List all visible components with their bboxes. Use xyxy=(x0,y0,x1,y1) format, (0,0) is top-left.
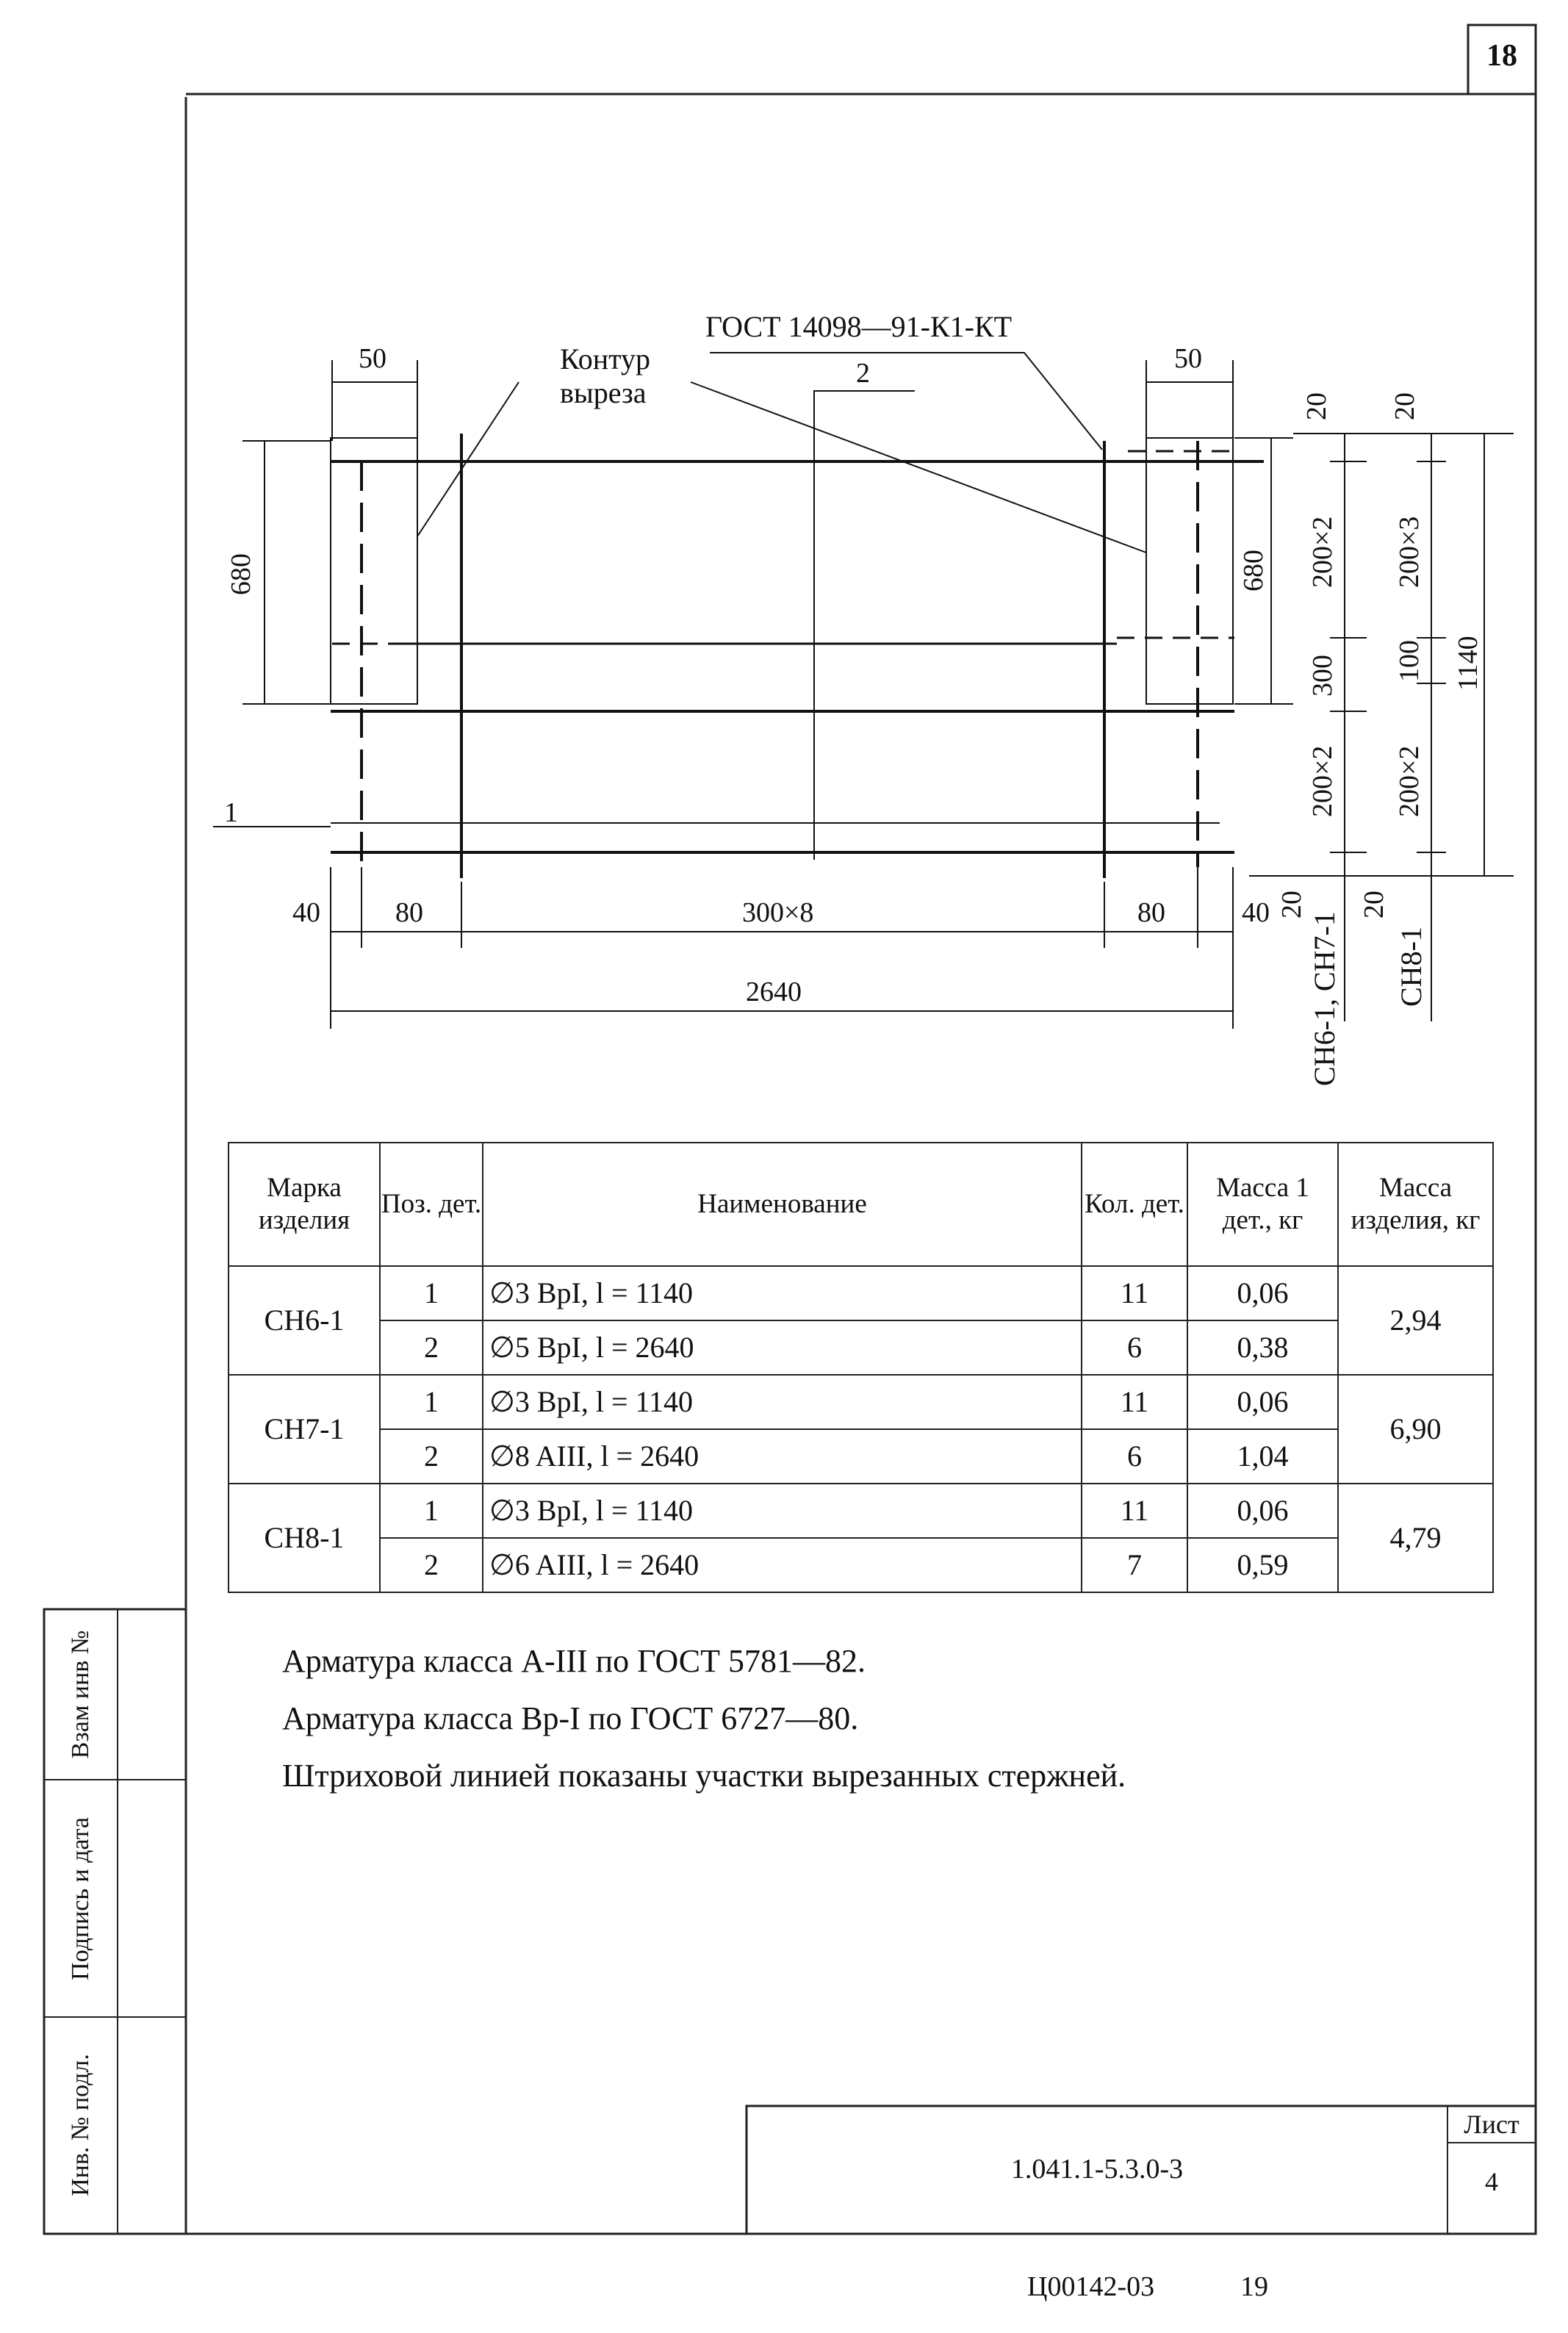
position-1-label: 1 xyxy=(224,797,238,828)
cell-pos: 2 xyxy=(380,1538,483,1592)
col-a-upper: 200×2 xyxy=(1307,516,1338,588)
col-a-lower: 200×2 xyxy=(1307,745,1338,817)
page-number: 18 xyxy=(1486,39,1517,73)
drawing-texts xyxy=(224,310,1484,1086)
dim-2640: 2640 xyxy=(746,977,802,1007)
cutout-label-line1: Контур xyxy=(560,342,651,375)
note-line: Штриховой линией показаны участки вырезанных стержней. xyxy=(282,1758,1126,1794)
dim-40-right: 40 xyxy=(1242,897,1270,928)
cell-name: ∅6 AIII, l = 2640 xyxy=(483,1538,1082,1592)
footer-code: Ц00142-03 xyxy=(1027,2271,1155,2302)
dim-1140: 1140 xyxy=(1453,636,1484,691)
leader-standard xyxy=(710,353,1102,450)
position-2-label: 2 xyxy=(856,358,870,389)
table-row xyxy=(229,1538,1493,1592)
header-qty: Кол. дет. xyxy=(1082,1143,1187,1266)
stamp-sign-date: Подпись и дата xyxy=(67,1817,94,1980)
notes xyxy=(282,1633,1126,1805)
cell-mark: СН7-1 xyxy=(229,1375,380,1484)
table-header-row xyxy=(229,1143,1493,1266)
stamp-inv-orig: Инв. № подл. xyxy=(67,2054,94,2196)
dim-50-right: 50 xyxy=(1174,343,1202,374)
col-b-lower: 200×2 xyxy=(1394,745,1425,817)
dim-80-right: 80 xyxy=(1137,897,1165,928)
col-a-mid: 300 xyxy=(1307,655,1338,697)
cell-total: 4,79 xyxy=(1338,1484,1493,1592)
cell-pos: 1 xyxy=(380,1266,483,1320)
cell-total: 6,90 xyxy=(1338,1375,1493,1484)
col-b-top: 20 xyxy=(1389,392,1420,420)
note-line: Арматура класса Вр-I по ГОСТ 6727—80. xyxy=(282,1700,859,1736)
sheet-label: Лист xyxy=(1464,2110,1520,2139)
cell-mark: СН6-1 xyxy=(229,1266,380,1375)
col-a-caption: СН6-1, СН7-1 xyxy=(1308,911,1341,1086)
cell-pos: 1 xyxy=(380,1375,483,1429)
cell-mass: 0,59 xyxy=(1187,1538,1338,1592)
table-row xyxy=(229,1266,1493,1320)
cell-qty: 6 xyxy=(1082,1320,1187,1375)
leader-cutout-right xyxy=(691,382,1146,553)
cutout-right xyxy=(1146,438,1233,704)
col-b-upper: 200×3 xyxy=(1394,516,1425,588)
col-a-top: 20 xyxy=(1301,392,1332,420)
specification-table xyxy=(228,1142,1494,1593)
cell-qty: 7 xyxy=(1082,1538,1187,1592)
header-pos: Поз. дет. xyxy=(380,1143,483,1266)
col-b-bottom: 20 xyxy=(1359,891,1389,919)
col-b-caption: СН8-1 xyxy=(1395,927,1428,1007)
table-row xyxy=(229,1429,1493,1484)
cell-qty: 11 xyxy=(1082,1266,1187,1320)
cell-pos: 2 xyxy=(380,1320,483,1375)
header-mark: Марка изделия xyxy=(229,1143,380,1266)
cell-pos: 2 xyxy=(380,1429,483,1484)
cell-mass: 0,06 xyxy=(1187,1266,1338,1320)
table-row xyxy=(229,1375,1493,1429)
cell-qty: 11 xyxy=(1082,1375,1187,1429)
header-name: Наименование xyxy=(483,1143,1082,1266)
cell-qty: 6 xyxy=(1082,1429,1187,1484)
header-mass1: Масса 1 дет., кг xyxy=(1187,1143,1338,1266)
cell-mass: 1,04 xyxy=(1187,1429,1338,1484)
stamp-swap-inv: Взам инв № xyxy=(67,1630,94,1759)
cell-name: ∅3 BpI, l = 1140 xyxy=(483,1484,1082,1538)
leader-pos2 xyxy=(814,391,915,411)
cell-mark: СН8-1 xyxy=(229,1484,380,1592)
note-line: Арматура класса А-III по ГОСТ 5781—82. xyxy=(282,1643,866,1679)
footer-page: 19 xyxy=(1240,2271,1268,2302)
cutout-label-line2: выреза xyxy=(560,376,647,409)
dim-50-left: 50 xyxy=(359,343,386,374)
cell-mass: 0,06 xyxy=(1187,1375,1338,1429)
table-row xyxy=(229,1484,1493,1538)
sheet-frame xyxy=(44,25,1536,2234)
leader-cutout-left xyxy=(417,382,519,536)
cell-name: ∅3 BpI, l = 1140 xyxy=(483,1375,1082,1429)
sheet-number: 4 xyxy=(1485,2167,1498,2196)
cell-mass: 0,38 xyxy=(1187,1320,1338,1375)
dim-80-left: 80 xyxy=(395,897,423,928)
cell-name: ∅5 BpI, l = 2640 xyxy=(483,1320,1082,1375)
cell-name: ∅8 AIII, l = 2640 xyxy=(483,1429,1082,1484)
cell-pos: 1 xyxy=(380,1484,483,1538)
dim-680-left: 680 xyxy=(226,553,256,595)
cell-total: 2,94 xyxy=(1338,1266,1493,1375)
dim-40-left: 40 xyxy=(292,897,320,928)
col-a-bottom: 20 xyxy=(1276,891,1307,919)
mesh-bars xyxy=(213,353,1264,878)
cutout-left xyxy=(331,438,417,704)
col-b-mid: 100 xyxy=(1394,640,1425,682)
table-row xyxy=(229,1320,1493,1375)
cell-mass: 0,06 xyxy=(1187,1484,1338,1538)
dim-300x8: 300×8 xyxy=(742,897,814,928)
cell-name: ∅3 BpI, l = 1140 xyxy=(483,1266,1082,1320)
standard-label: ГОСТ 14098—91-К1-КТ xyxy=(705,310,1013,343)
dim-680-right: 680 xyxy=(1238,550,1269,592)
cell-qty: 11 xyxy=(1082,1484,1187,1538)
header-mass-total: Масса изделия, кг xyxy=(1338,1143,1493,1266)
document-designation: 1.041.1-5.3.0-3 xyxy=(1010,2154,1184,2185)
